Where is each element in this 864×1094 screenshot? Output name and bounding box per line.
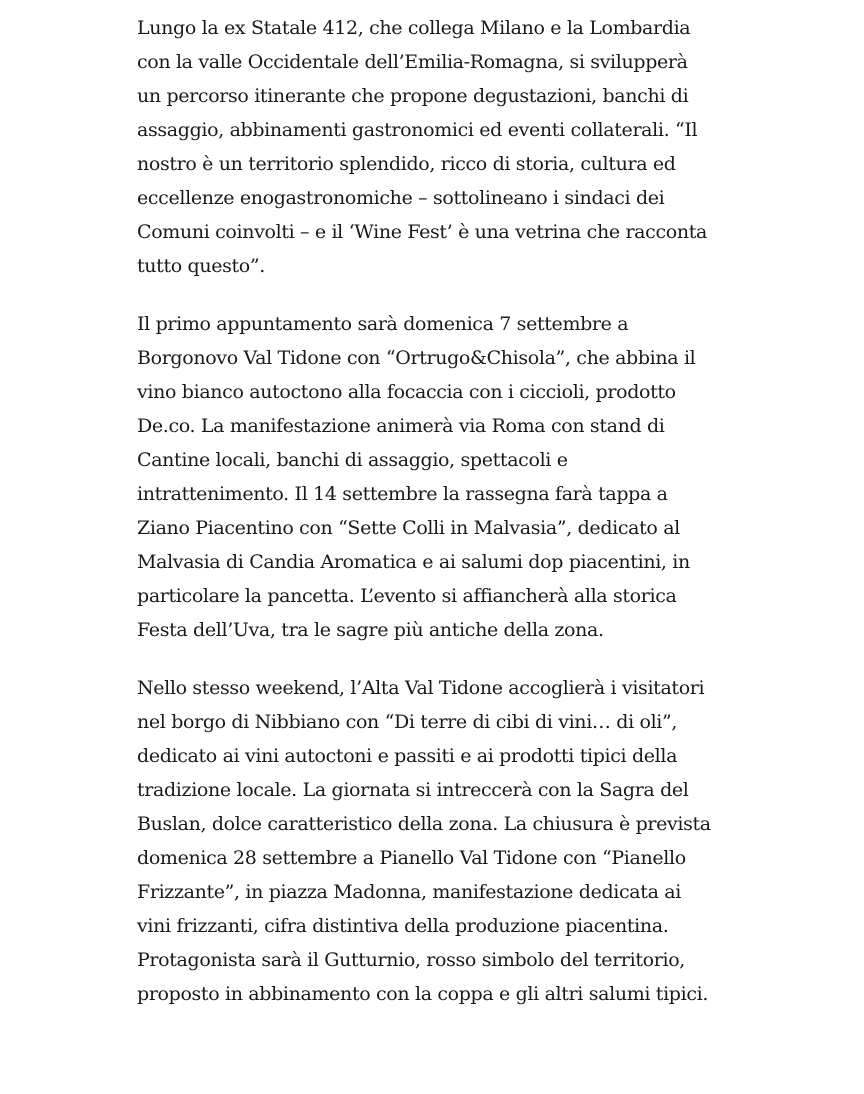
article-paragraph-2: Il primo appuntamento sarà domenica 7 settembre a Borgonovo Val Tidone con “Ortrugo&Chisola”, che abbina il vino bianco autoctono alla focaccia con i ciccioli, prodotto De.co. La manifestazione animerà via Roma con stand di Cantine locali, banchi di assaggio, spettacoli e intrattenimento. Il 14 settembre la rassegna farà tappa a Ziano Piacentino con “Sette Colli in Malvasia”, dedicato al Malvasia di Candia Aromatica e ai salumi dop piacentini, in particolare la pancetta. L’evento si affiancherà alla storica Festa dell’Uva, tra le sagre più antiche della zona. [137, 313, 696, 641]
article-body [137, 11, 712, 1011]
article-paragraph-1: Lungo la ex Statale 412, che collega Milano e la Lombardia con la valle Occidentale dell’Emilia-Romagna, si svilupperà un percorso itinerante che propone degustazioni, banchi di assaggio, abbinamenti gastronomici ed eventi collaterali. “Il nostro è un territorio splendido, ricco di storia, cultura ed eccellenze enogastronomiche – sottolineano i sindaci dei Comuni coinvolti – e il ‘Wine Fest’ è una vetrina che racconta tutto questo”. [137, 17, 707, 277]
article-paragraph-3: Nello stesso weekend, l’Alta Val Tidone accoglierà i visitatori nel borgo di Nibbiano con “Di terre di cibi di vini… di oli”, dedicato ai vini autoctoni e passiti e ai prodotti tipici della tradizione locale. La giornata si intreccerà con la Sagra del Buslan, dolce caratteristico della zona. La chiusura è prevista domenica 28 settembre a Pianello Val Tidone con “Pianello Frizzante”, in piazza Madonna, manifestazione dedicata ai vini frizzanti, cifra distintiva della produzione piacentina. Protagonista sarà il Gutturnio, rosso simbolo del territorio, proposto in abbinamento con la coppa e gli altri salumi tipici. [137, 677, 711, 1005]
